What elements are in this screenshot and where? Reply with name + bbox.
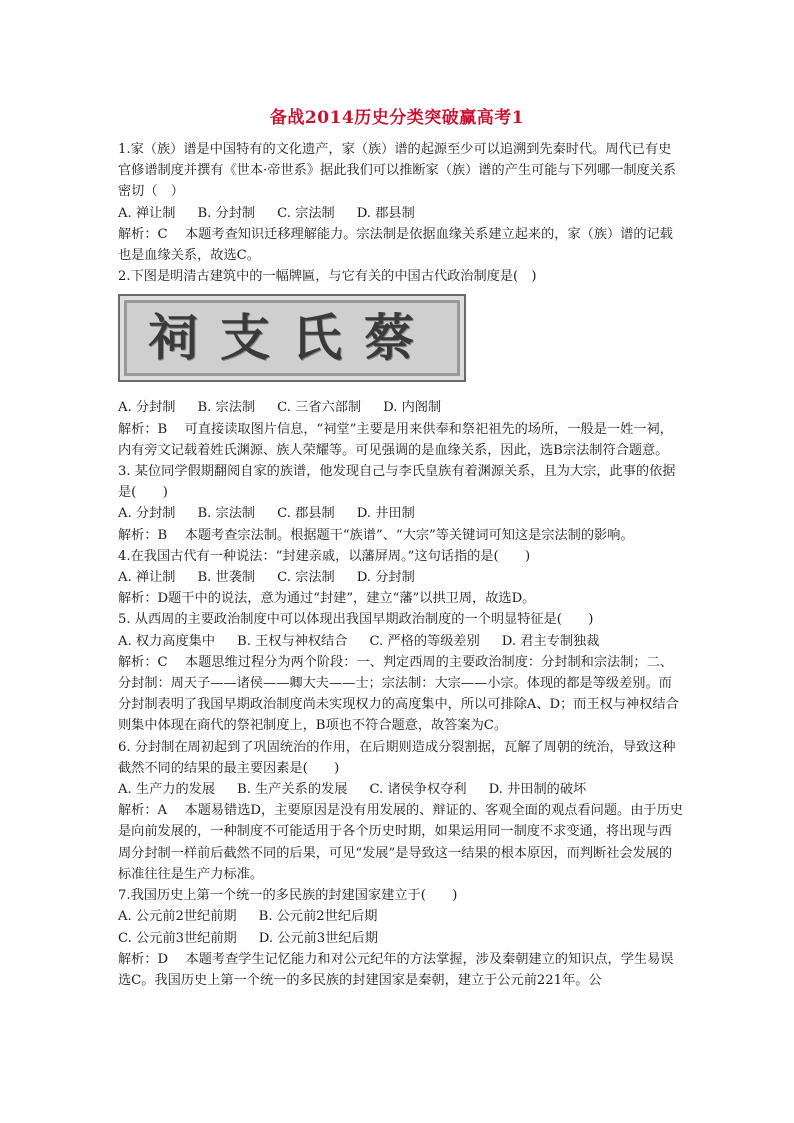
option: D. 井田制的破坏 (488, 782, 587, 798)
option: B. 生产关系的发展 (237, 782, 348, 798)
option: A. 权力高度集中 (118, 633, 216, 649)
option: A. 公元前2世纪前期 (118, 909, 237, 925)
option: A. 分封制 (118, 400, 176, 416)
question-1-options (118, 203, 684, 224)
question-1-analysis: 解析：C 本题考查知识迁移理解能力。宗法制是依据血缘关系建立起来的，家（族）谱的记载也是血缘关系，故选C。 (118, 226, 673, 264)
question-6-stem: 6. 分封制在周初起到了巩固统治的作用，在后期则造成分裂割据，瓦解了周朝的统治，导致这种截然不同的结果的最主要因素是( ) (118, 739, 676, 776)
option: B. 世袭制 (197, 570, 256, 586)
question-4-options (118, 567, 684, 588)
option: C. 三省六部制 (277, 400, 362, 416)
option: B. 宗法制 (197, 400, 256, 416)
question-1-stem: 1.家（族）谱是中国特有的文化遗产，家（族）谱的起源至少可以追溯到先秦时代。周代已有史官修谱制度并撰有《世本·帝世系》据此我们可以推断家（族）谱的产生可能与下列哪一制度关系密切（ ） (118, 142, 677, 200)
option: D. 分封制 (356, 570, 415, 586)
option: D. 君主专制独裁 (501, 633, 600, 649)
option: D. 井田制 (356, 506, 415, 522)
plaque-inscription: 祠支氏蔡 (148, 308, 436, 368)
option: B. 公元前2世纪后期 (258, 909, 378, 925)
question-5-options (118, 631, 684, 652)
option: A. 分封制 (118, 506, 176, 522)
option: C. 郡县制 (277, 506, 335, 522)
question-4-stem: 4.在我国古代有一种说法：“封建亲戚，以藩屏周。”这句话指的是( ) (118, 548, 531, 564)
option: C. 严格的等级差别 (369, 633, 480, 649)
option: B. 宗法制 (197, 506, 256, 522)
question-7-options-row-2 (118, 928, 684, 949)
document-body (118, 139, 684, 991)
plaque-image (118, 294, 466, 382)
option: C. 宗法制 (277, 205, 335, 221)
option: C. 诸侯争权夺利 (369, 782, 467, 798)
question-2-options (118, 397, 684, 418)
option: D. 公元前3世纪后期 (258, 930, 378, 946)
question-5-analysis: 解析：C 本题思维过程分为两个阶段：一、判定西周的主要政治制度：分封制和宗法制；二、分封制：周天子——诸侯——卿大夫——士；宗法制：大宗——小宗。体现的都是等级差别。而分封制表明了我国早期政治制度尚未实现权力的高度集中，所以可排除A、D；而王权与神权结合则集中体现在商代的祭祀制度上，B项也不符合题意，故答案为C。 (118, 654, 679, 734)
question-3-analysis: 解析：B 本题考查宗法制。根据题干“族谱”、“大宗”等关键词可知这是宗法制的影响。 (118, 527, 634, 543)
question-2-analysis: 解析：B 可直接读取图片信息，“祠堂”主要是用来供奉和祭祀祖先的场所，一般是一姓一祠，内有旁文记载着姓氏渊源、族人荣耀等。可见强调的是血缘关系，因此，选B宗法制符合题意。 (118, 421, 673, 458)
question-3-options (118, 503, 684, 524)
question-5-stem: 5. 从西周的主要政治制度中可以体现出我国早期政治制度的一个明显特征是( ) (118, 612, 594, 628)
page-title: 备战2014历史分类突破赢高考1 (269, 108, 525, 128)
option: A. 禅让制 (118, 205, 176, 221)
question-7-stem: 7.我国历史上第一个统一的多民族的封建国家建立于( ) (118, 888, 458, 904)
question-7-options-row-1 (118, 906, 684, 927)
option: D. 内阁制 (383, 400, 442, 416)
option: B. 分封制 (197, 205, 256, 221)
option: C. 宗法制 (277, 570, 335, 586)
question-2-stem: 2.下图是明清古建筑中的一幅牌匾，与它有关的中国古代政治制度是( ) (118, 269, 537, 285)
question-6-options (118, 779, 684, 800)
question-3-stem: 3. 某位同学假期翻阅自家的族谱，他发现自己与李氏皇族有着渊源关系，且为大宗，此事的依据是( ) (118, 464, 676, 501)
question-4-analysis: 解析：D题干中的说法，意为通过“封建”，建立“藩”以拱卫周，故选D。 (118, 591, 536, 607)
question-6-analysis: 解析：A 本题易错选D，主要原因是没有用发展的、辩证的、客观全面的观点看问题。由于历史是向前发展的，一种制度不可能适用于各个历史时期，如果运用同一制度不求变通，将出现与西周分封制一样前后截然不同的后果，可见“发展”是导致这一结果的根本原因，而判断社会发展的标准往往是生产力标准。 (118, 803, 683, 882)
option: B. 王权与神权结合 (237, 633, 348, 649)
option: A. 生产力的发展 (118, 782, 216, 798)
option: A. 禅让制 (118, 570, 176, 586)
option: D. 郡县制 (356, 205, 415, 221)
question-7-analysis: 解析：D 本题考查学生记忆能力和对公元纪年的方法掌握，涉及秦朝建立的知识点，学生易误选C。我国历史上第一个统一的多民族的封建国家是秦朝，建立于公元前221年。公 (118, 951, 674, 988)
option: C. 公元前3世纪前期 (118, 930, 237, 946)
